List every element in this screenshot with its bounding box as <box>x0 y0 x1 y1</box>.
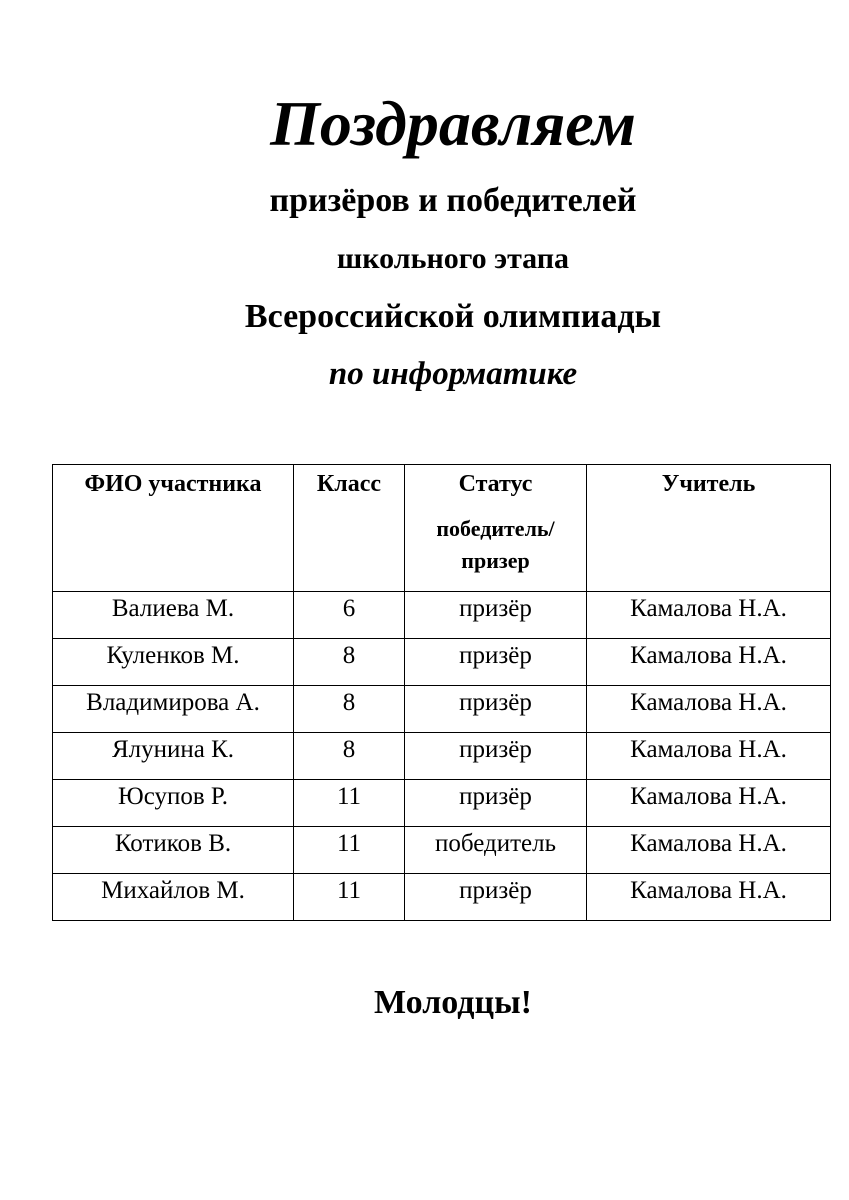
table-row <box>53 874 831 921</box>
cell-status: призёр <box>405 639 587 686</box>
cell-grade: 6 <box>294 592 405 639</box>
subtitle-subject: по информатике <box>328 356 578 392</box>
cell-name: Владимирова А. <box>53 686 294 733</box>
cell-name: Юсупов Р. <box>53 780 294 827</box>
cell-teacher: Камалова Н.А. <box>587 592 831 639</box>
cell-name: Ялунина К. <box>53 733 294 780</box>
cell-status: призёр <box>405 592 587 639</box>
cell-status: призёр <box>405 733 587 780</box>
cell-grade: 8 <box>294 639 405 686</box>
table-row <box>53 827 831 874</box>
header-teacher: Учитель <box>587 465 831 592</box>
header-status-title: Статус <box>458 471 533 497</box>
cell-status: призёр <box>405 686 587 733</box>
cell-name: Куленков М. <box>53 639 294 686</box>
cell-teacher: Камалова Н.А. <box>587 639 831 686</box>
cell-teacher: Камалова Н.А. <box>587 827 831 874</box>
cell-name: Валиева М. <box>53 592 294 639</box>
table-row <box>53 592 831 639</box>
cell-status: призёр <box>405 780 587 827</box>
results-table <box>52 464 831 921</box>
cell-name: Котиков В. <box>53 827 294 874</box>
cell-teacher: Камалова Н.А. <box>587 780 831 827</box>
subtitle-winners: призёров и победителей <box>269 182 637 219</box>
table-row <box>53 686 831 733</box>
cell-name: Михайлов М. <box>53 874 294 921</box>
subtitle-stage: школьного этапа <box>336 242 570 275</box>
cell-teacher: Камалова Н.А. <box>587 686 831 733</box>
cell-teacher: Камалова Н.А. <box>587 874 831 921</box>
table-row <box>53 780 831 827</box>
cell-grade: 11 <box>294 827 405 874</box>
table-row <box>53 639 831 686</box>
cell-grade: 8 <box>294 686 405 733</box>
header-status-values: победитель/ призер <box>436 516 555 573</box>
closing-message: Молодцы! <box>374 984 532 1021</box>
subtitle-olympiad: Всероссийской олимпиады <box>244 298 662 335</box>
cell-grade: 11 <box>294 780 405 827</box>
cell-status: победитель <box>405 827 587 874</box>
header-name: ФИО участника <box>53 465 294 592</box>
table-header-row <box>53 465 831 592</box>
cell-teacher: Камалова Н.А. <box>587 733 831 780</box>
header-status <box>405 465 587 592</box>
cell-status: призёр <box>405 874 587 921</box>
cell-grade: 11 <box>294 874 405 921</box>
table-row <box>53 733 831 780</box>
page-title: Поздравляем <box>270 88 636 159</box>
cell-grade: 8 <box>294 733 405 780</box>
header-grade: Класс <box>294 465 405 592</box>
